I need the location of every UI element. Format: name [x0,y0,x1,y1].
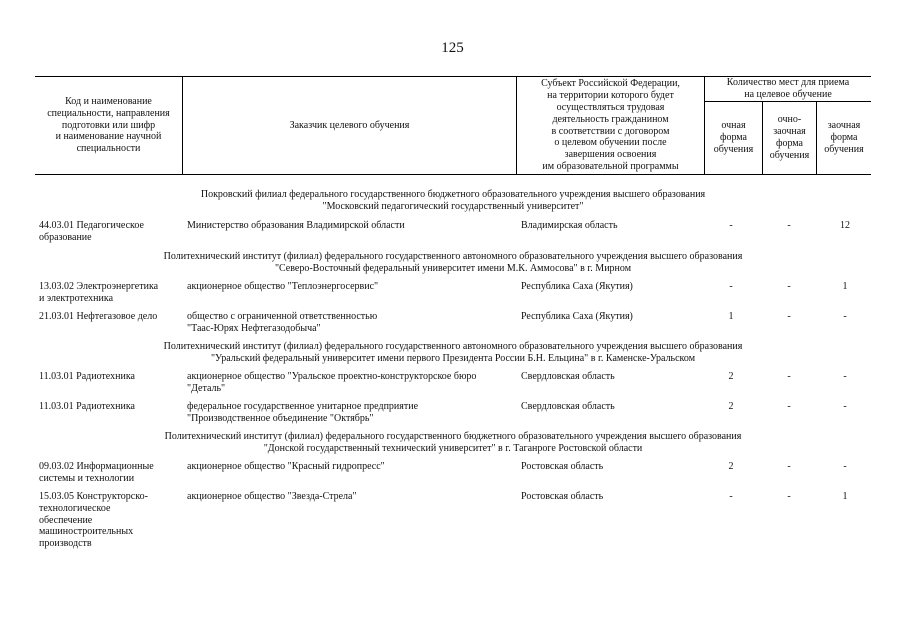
federal-subject: Владимирская область [521,220,618,231]
customer-name: акционерное общество "Теплоэнергосервис" [187,281,379,292]
header-parttime-column: очно- заочная форма обучения [769,114,810,161]
extramural-count: 1 [842,281,848,292]
fulltime-count: 2 [728,461,734,472]
parttime-count: - [787,281,791,292]
specialty-code: 11.03.01 Радиотехника [39,371,135,382]
parttime-count: - [787,220,791,231]
extramural-count: 12 [840,220,850,231]
fulltime-count: - [729,281,733,292]
parttime-count: - [787,461,791,472]
federal-subject: Ростовская область [521,491,604,502]
fulltime-count: - [729,220,733,231]
parttime-count: - [787,371,791,382]
extramural-count: - [843,461,847,472]
federal-subject: Республика Саха (Якутия) [521,281,633,292]
institution-group-title: Политехнический институт (филиал) федерального государственного бюджетного образовательного учреждения высшего образования "Донской государственный технический университет" в г. Таганроге Ростовской области [164,431,742,454]
federal-subject: Ростовская область [521,461,604,472]
federal-subject: Свердловская область [521,401,615,412]
header-places-column: Количество мест для приема на целевое обучение [726,77,850,100]
customer-name: акционерное общество "Звезда-Стрела" [187,491,357,502]
specialty-code: 09.03.02 Информационные системы и технологии [39,461,154,484]
header-subject-column: Субъект Российской Федерации, на территории которого будет осуществляться трудовая деятельность гражданином в соответствии с договором о целевом обучении после завершения освоения им образовательной программы [541,78,680,172]
fulltime-count: 1 [728,311,734,322]
header-fulltime-column: очная форма обучения [713,120,754,155]
header-bottom-rule [35,174,871,175]
header-customer-column: Заказчик целевого обучения [289,119,410,131]
fulltime-count: 2 [728,401,734,412]
fulltime-count: - [729,491,733,502]
extramural-count: - [843,371,847,382]
specialty-code: 11.03.01 Радиотехника [39,401,135,412]
customer-name: Министерство образования Владимирской области [187,220,405,231]
specialty-code: 15.03.05 Конструкторско- технологическое обеспечение машиностроительных производств [39,491,148,550]
extramural-count: 1 [842,491,848,502]
header-extramural-column: заочная форма обучения [824,120,864,155]
extramural-count: - [843,401,847,412]
institution-group-title: Покровский филиал федерального государственного бюджетного образовательного учреждения высшего образования "Московский педагогический государственный университет" [200,189,706,212]
fulltime-count: 2 [728,371,734,382]
specialty-code: 44.03.01 Педагогическое образование [39,220,144,243]
page-number: 125 [441,40,464,56]
parttime-count: - [787,311,791,322]
parttime-count: - [787,401,791,412]
specialty-code: 13.03.02 Электроэнергетика и электротехника [39,281,159,304]
customer-name: федеральное государственное унитарное предприятие "Производственное объединение "Октябрь" [187,401,419,424]
institution-group-title: Политехнический институт (филиал) федерального государственного автономного образовательного учреждения высшего образования "Уральский федеральный университет имени первого Президента России Б.Н. Ельцина" в г. Каменске-Уральском [163,341,743,364]
customer-name: общество с ограниченной ответственностью "Таас-Юрях Нефтегазодобыча" [187,311,378,334]
federal-subject: Республика Саха (Якутия) [521,311,633,322]
parttime-count: - [787,491,791,502]
institution-group-title: Политехнический институт (филиал) федерального государственного автономного образовательного учреждения высшего образования "Северо-Восточный федеральный университет имени М.К. Аммосова" в г. Мирном [163,251,743,274]
federal-subject: Свердловская область [521,371,615,382]
header-code-column: Код и наименование специальности, направления подготовки или шифр и наименование научной специальности [47,96,170,155]
customer-name: акционерное общество "Уральское проектно-конструкторское бюро "Деталь" [187,371,477,394]
extramural-count: - [843,311,847,322]
customer-name: акционерное общество "Красный гидропресс" [187,461,385,472]
specialty-code: 21.03.01 Нефтегазовое дело [39,311,158,322]
